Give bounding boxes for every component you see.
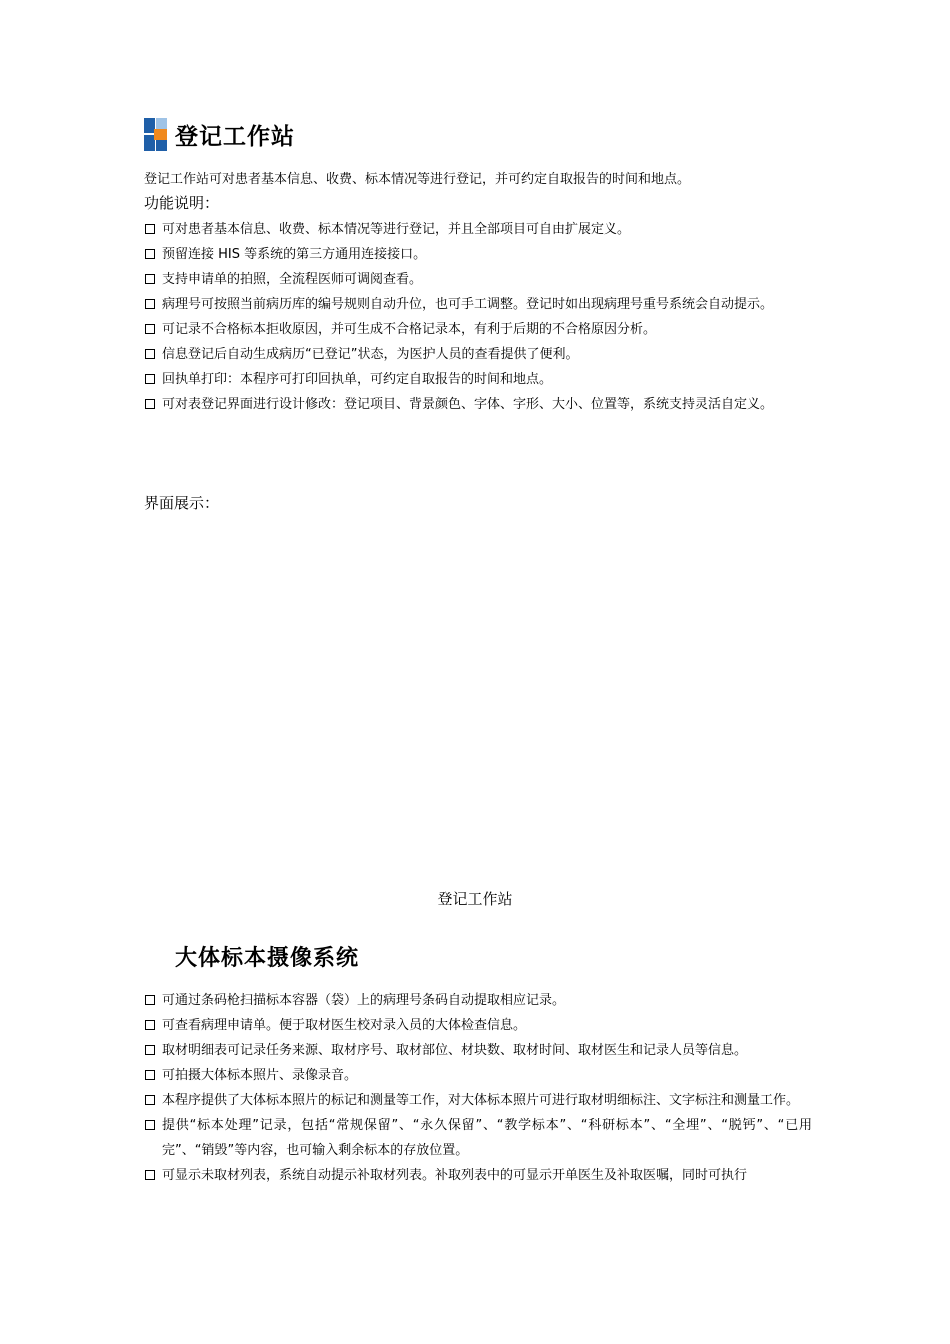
- list-item: 可通过条码枪扫描标本容器（袋）上的病理号条码自动提取相应记录。: [144, 988, 812, 1013]
- checkbox-icon: [145, 399, 155, 409]
- list-item: 可记录不合格标本拒收原因，并可生成不合格记录本，有利于后期的不合格原因分析。: [144, 317, 812, 342]
- list-item: 信息登记后自动生成病历“已登记”状态，为医护人员的查看提供了便利。: [144, 342, 812, 367]
- checkbox-icon: [145, 374, 155, 384]
- list-item: 本程序提供了大体标本照片的标记和测量等工作，对大体标本照片可进行取材明细标注、文字标注和测量工作。: [144, 1088, 812, 1113]
- list-item: 可显示未取材列表，系统自动提示补取材列表。补取列表中的可显示开单医生及补取医嘱，同时可执行: [144, 1163, 812, 1188]
- list-item: 取材明细表可记录任务来源、取材序号、取材部位、材块数、取材时间、取材医生和记录人员等信息。: [144, 1038, 812, 1063]
- list-item: 回执单打印：本程序可打印回执单，可约定自取报告的时间和地点。: [144, 367, 812, 392]
- list-item: 可查看病理申请单。便于取材医生校对录入员的大体检查信息。: [144, 1013, 812, 1038]
- list-item: 预留连接 HIS 等系统的第三方通用连接接口。: [144, 242, 812, 267]
- intro-paragraph: 登记工作站可对患者基本信息、收费、标本情况等进行登记，并可约定自取报告的时间和地点。: [144, 172, 691, 187]
- list-item: 支持申请单的拍照，全流程医师可调阅查看。: [144, 267, 812, 292]
- list-item: 提供“标本处理”记录，包括“常规保留”、“永久保留”、“教学标本”、“科研标本”、“全埋”、“脱钙”、“已用完”、“销毁”等内容，也可输入剩余标本的存放位置。: [144, 1113, 812, 1163]
- checkbox-icon: [145, 249, 155, 259]
- list-item: 可拍摄大体标本照片、录像录音。: [144, 1063, 812, 1088]
- section-title: 登记工作站: [175, 124, 295, 150]
- checkbox-icon: [145, 1120, 155, 1130]
- checkbox-icon: [145, 224, 155, 234]
- checkbox-icon: [145, 324, 155, 334]
- checkbox-icon: [145, 1070, 155, 1080]
- figure-caption: 登记工作站: [437, 890, 513, 908]
- checkbox-icon: [145, 1020, 155, 1030]
- feature-list: [144, 217, 812, 417]
- checkbox-icon: [145, 274, 155, 284]
- checkbox-icon: [145, 1095, 155, 1105]
- list-item: 可对表登记界面进行设计修改：登记项目、背景颜色、字体、字形、大小、位置等，系统支持灵活自定义。: [144, 392, 812, 417]
- checkbox-icon: [145, 995, 155, 1005]
- feature-list-2: [144, 988, 812, 1188]
- features-label: 功能说明：: [144, 194, 220, 212]
- list-item: 可对患者基本信息、收费、标本情况等进行登记，并且全部项目可自由扩展定义。: [144, 217, 812, 242]
- logo-icon: [144, 118, 167, 151]
- list-item: 病理号可按照当前病历库的编号规则自动升位，也可手工调整。登记时如出现病理号重号系统会自动提示。: [144, 292, 812, 317]
- interface-label: 界面展示：: [144, 494, 220, 512]
- checkbox-icon: [145, 299, 155, 309]
- section-title-2: 大体标本摄像系统: [175, 946, 360, 971]
- checkbox-icon: [145, 1170, 155, 1180]
- checkbox-icon: [145, 349, 155, 359]
- checkbox-icon: [145, 1045, 155, 1055]
